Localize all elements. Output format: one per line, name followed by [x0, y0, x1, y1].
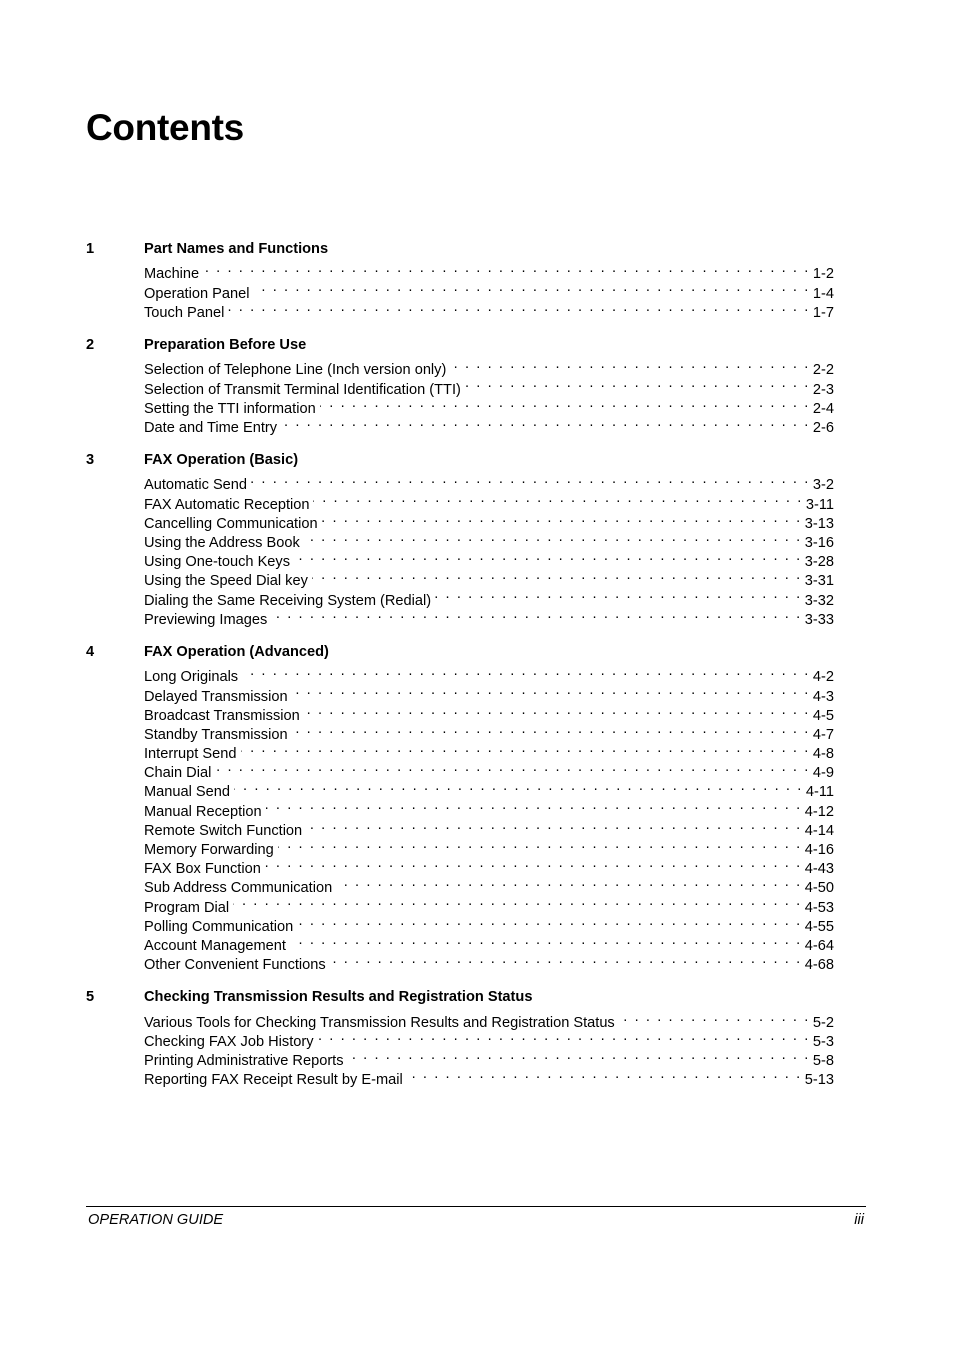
chapter-title: FAX Operation (Advanced) — [144, 643, 329, 660]
toc-entry-label: Polling Communication — [144, 918, 294, 935]
toc-entry-page-number: 4-55 — [804, 918, 834, 935]
dot-leader — [348, 1046, 810, 1065]
toc-entry-page-number: 3-32 — [804, 592, 834, 609]
page-title: Contents — [86, 107, 244, 148]
toc-entry-page-number: 3-33 — [804, 611, 834, 628]
toc-entry-label: Remote Switch Function — [144, 822, 303, 839]
toc-entry-label: Program Dial — [144, 899, 230, 916]
toc-entry-label: Memory Forwarding — [144, 842, 274, 858]
toc-entry-page-number: 4-5 — [812, 707, 834, 724]
toc-entry-label: Using the Speed Dial key — [144, 573, 308, 590]
dot-leader — [203, 259, 810, 278]
dot-leader — [233, 892, 802, 911]
toc-entry-label: Sub Address Communication — [144, 880, 333, 897]
chapter-title: Part Names and Functions — [144, 241, 329, 257]
toc-entry-label: Automatic Send — [144, 477, 248, 494]
toc-entry[interactable] — [144, 1027, 834, 1050]
toc-entry-page-number: 2-3 — [812, 381, 834, 398]
toc-entry[interactable] — [144, 854, 834, 878]
dot-leader — [278, 835, 802, 854]
chapter-section — [86, 240, 834, 321]
toc-entry[interactable] — [144, 470, 834, 494]
dot-leader — [290, 931, 802, 950]
dot-leader — [619, 1008, 810, 1027]
toc-entry[interactable] — [144, 259, 834, 283]
toc-entry-label: Delayed Transmission — [144, 688, 288, 705]
toc-entry[interactable] — [144, 605, 834, 628]
dot-leader — [265, 854, 802, 873]
dot-leader — [281, 413, 810, 432]
dot-leader — [306, 816, 802, 835]
toc-entry-page-number: 4-53 — [804, 899, 834, 916]
toc-entry-page-number: 4-7 — [812, 726, 834, 743]
toc-entry[interactable] — [144, 585, 834, 609]
toc-entry-label: Interrupt Send — [144, 746, 237, 763]
toc-entry-page-number: 3-2 — [812, 477, 834, 494]
dot-leader — [251, 470, 810, 489]
toc-entry-label: Manual Reception — [144, 803, 262, 820]
toc-entry[interactable] — [144, 413, 834, 436]
toc-entry-label: Cancelling Communication — [144, 515, 318, 532]
toc-entry[interactable] — [144, 701, 834, 724]
dot-leader — [292, 720, 810, 739]
chapter-heading — [86, 240, 834, 259]
toc-entry-page-number: 5-2 — [812, 1014, 834, 1031]
toc-entry[interactable] — [144, 892, 834, 916]
dot-leader — [297, 912, 802, 931]
toc-entry[interactable] — [144, 739, 834, 763]
dot-leader — [312, 566, 802, 585]
dot-leader — [330, 950, 802, 969]
dot-leader — [435, 585, 802, 604]
dot-leader — [215, 758, 810, 777]
toc-entry-page-number: 3-31 — [804, 573, 834, 590]
toc-entry-page-number: 4-68 — [804, 957, 834, 974]
chapter-heading — [86, 451, 834, 470]
chapter-title: Checking Transmission Results and Registration Status — [144, 989, 533, 1006]
toc-entry-page-number: 4-16 — [804, 842, 834, 858]
toc-entry[interactable] — [144, 1008, 834, 1031]
dot-leader — [465, 374, 810, 393]
toc-entry-label: Other Convenient Functions — [144, 957, 326, 974]
dot-leader — [313, 489, 802, 508]
toc-entry-label: Manual Send — [144, 784, 231, 801]
toc-entry-page-number: 1-2 — [812, 266, 834, 283]
toc-entry-label: Previewing Images — [144, 611, 268, 628]
chapter-title: FAX Operation (Basic) — [144, 452, 299, 469]
toc-entry-label: Setting the TTI information — [144, 400, 316, 417]
toc-entry-label: Chain Dial — [144, 765, 212, 782]
toc-entry[interactable] — [144, 912, 834, 935]
toc-entry[interactable] — [144, 835, 834, 858]
chapter-section — [86, 988, 834, 1089]
dot-leader — [241, 739, 810, 758]
chapter-number: 5 — [86, 989, 95, 1006]
toc-entry-page-number: 4-64 — [804, 937, 834, 954]
dot-leader — [304, 528, 802, 547]
toc-entry-page-number: 3-28 — [804, 554, 834, 571]
chapter-number: 2 — [86, 336, 95, 353]
dot-leader — [450, 355, 810, 374]
toc-entry-page-number: 4-11 — [805, 784, 834, 801]
toc-entry-page-number: 2-2 — [812, 362, 834, 379]
toc-entry-page-number: 1-4 — [812, 285, 834, 302]
toc-entry-label: Dialing the Same Receiving System (Redial) — [144, 592, 432, 609]
toc-entry[interactable] — [144, 931, 834, 954]
toc-entry[interactable] — [144, 547, 834, 571]
toc-entry-page-number: 2-4 — [812, 400, 834, 417]
footer-divider — [86, 1206, 866, 1207]
toc-entry-page-number: 4-12 — [804, 803, 834, 820]
chapter-number: 3 — [86, 452, 95, 469]
toc-entry[interactable] — [144, 528, 834, 551]
toc-entry[interactable] — [144, 950, 834, 974]
toc-entry-page-number: 5-13 — [804, 1072, 834, 1089]
dot-leader — [292, 681, 810, 700]
toc-entry[interactable] — [144, 355, 834, 379]
toc-entry-page-number: 5-3 — [812, 1033, 834, 1050]
toc-entry[interactable] — [144, 720, 834, 743]
dot-leader — [407, 1065, 802, 1084]
toc-entry-label: Selection of Transmit Terminal Identification (TTI) — [144, 381, 461, 398]
toc-entry-label: Touch Panel — [144, 304, 225, 321]
toc-entry[interactable] — [144, 681, 834, 705]
chapter-title: Preparation Before Use — [144, 336, 307, 353]
footer-page-number: iii — [854, 1212, 864, 1228]
toc-entry-page-number: 1-7 — [812, 304, 834, 321]
toc-entry-page-number: 2-6 — [812, 419, 834, 436]
toc-entry-page-number: 4-9 — [812, 765, 834, 782]
toc-entry-page-number: 4-3 — [812, 688, 834, 705]
dot-leader — [304, 701, 810, 720]
toc-entry[interactable] — [144, 758, 834, 782]
toc-entry[interactable] — [144, 509, 834, 532]
toc-entry-label: Long Originals — [144, 669, 239, 686]
toc-entry[interactable] — [144, 1046, 834, 1070]
toc-entry-label: Machine — [144, 266, 200, 283]
toc-entry-page-number: 5-8 — [812, 1053, 834, 1070]
toc-entry[interactable] — [144, 796, 834, 820]
toc-entry-page-number: 4-14 — [804, 822, 834, 839]
table-of-contents — [86, 240, 834, 1103]
toc-entry-page-number: 4-50 — [804, 880, 834, 897]
toc-entry-label: Operation Panel — [144, 285, 250, 302]
chapter-section — [86, 643, 834, 974]
toc-entry[interactable] — [144, 662, 834, 686]
toc-entry-label: Printing Administrative Reports — [144, 1053, 344, 1070]
dot-leader — [242, 662, 810, 681]
toc-entry[interactable] — [144, 873, 834, 897]
toc-entry[interactable] — [144, 298, 834, 321]
toc-entry-label: Checking FAX Job History — [144, 1033, 314, 1050]
dot-leader — [266, 796, 802, 815]
dot-leader — [320, 394, 810, 413]
chapter-number: 4 — [86, 643, 95, 660]
toc-entry-label: Various Tools for Checking Transmission Results and Registration Status — [144, 1014, 615, 1031]
dot-leader — [322, 509, 802, 528]
toc-entry-page-number: 4-2 — [812, 669, 834, 686]
toc-entry[interactable] — [144, 1065, 834, 1089]
toc-entry-label: Reporting FAX Receipt Result by E-mail — [144, 1072, 403, 1089]
toc-entry-label: FAX Automatic Reception — [144, 496, 310, 513]
toc-entry-page-number: 3-16 — [804, 535, 834, 551]
chapter-heading — [86, 336, 834, 355]
dot-leader — [228, 298, 810, 317]
toc-entry-page-number: 4-8 — [812, 746, 834, 763]
toc-entry-label: Account Management — [144, 937, 286, 954]
footer-document-name: OPERATION GUIDE — [88, 1212, 224, 1228]
toc-entry-label: Standby Transmission — [144, 726, 288, 743]
chapter-heading — [86, 988, 834, 1007]
toc-entry[interactable] — [144, 777, 834, 801]
dot-leader — [253, 278, 809, 297]
toc-entry-label: Selection of Telephone Line (Inch version only) — [144, 362, 447, 379]
toc-entry-label: Broadcast Transmission — [144, 707, 300, 724]
toc-entry[interactable] — [144, 489, 834, 513]
toc-entry-page-number: 4-43 — [804, 861, 834, 878]
toc-entry-label: FAX Box Function — [144, 861, 261, 878]
chapter-section — [86, 336, 834, 436]
toc-entry[interactable] — [144, 374, 834, 398]
dot-leader — [271, 605, 801, 624]
chapter-number: 1 — [86, 241, 95, 257]
toc-entry[interactable] — [144, 566, 834, 590]
toc-entry-label: Date and Time Entry — [144, 419, 278, 436]
toc-entry[interactable] — [144, 278, 834, 302]
toc-entry[interactable] — [144, 394, 834, 417]
dot-leader — [294, 547, 802, 566]
toc-entry[interactable] — [144, 816, 834, 839]
toc-entry-label: Using the Address Book — [144, 535, 300, 551]
dot-leader — [336, 873, 802, 892]
toc-entry-page-number: 3-11 — [805, 496, 834, 513]
chapter-section — [86, 451, 834, 628]
chapter-heading — [86, 643, 834, 662]
dot-leader — [234, 777, 803, 796]
dot-leader — [318, 1027, 810, 1046]
toc-entry-label: Using One-touch Keys — [144, 554, 291, 571]
toc-entry-page-number: 3-13 — [804, 515, 834, 532]
